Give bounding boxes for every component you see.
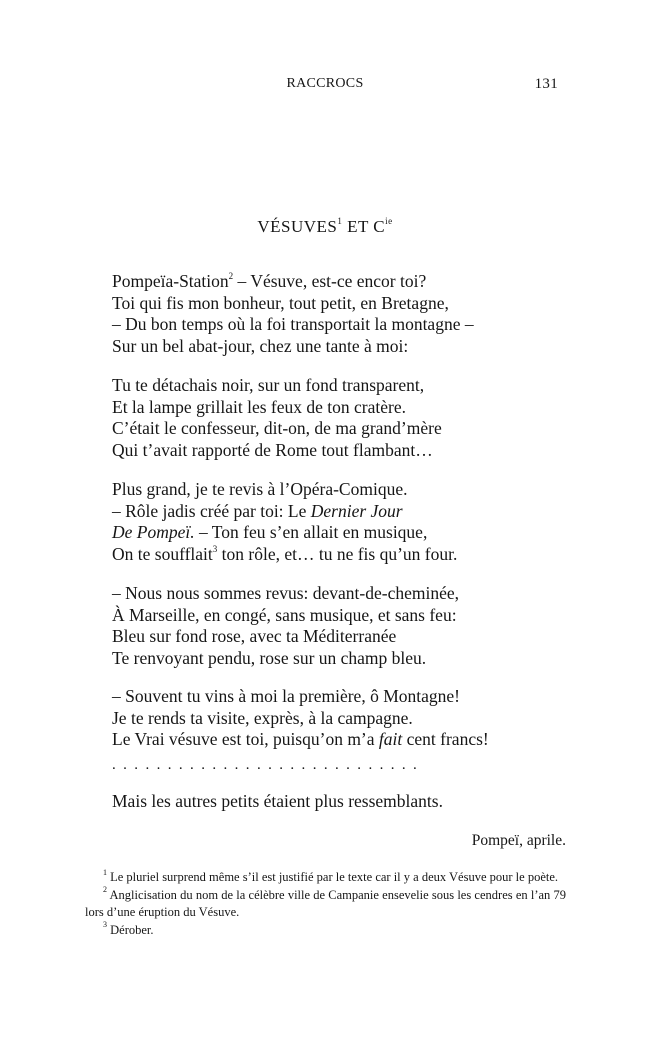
stanza-4 <box>112 583 459 669</box>
verse-text: Pompeïa-Station <box>112 271 229 291</box>
verse-text: – Rôle jadis créé par toi: Le <box>112 500 311 521</box>
verse-line <box>112 271 474 293</box>
footnote-ref-1[interactable]: 1 <box>337 216 343 227</box>
closing-line: Mais les autres petits étaient plus ressemblants. <box>112 791 443 811</box>
footnote-text: Le pluriel surprend même s’il est justifié par le texte car il y a deux Vésuve pour le poète. <box>107 870 559 884</box>
place-signature: Pompeï, aprile. <box>471 832 566 849</box>
verse-line: Tu te détachais noir, sur un fond transparent, <box>112 375 425 395</box>
footnote-1 <box>85 869 566 887</box>
running-title: RACCROCS <box>286 76 364 91</box>
stanza-1 <box>112 271 474 357</box>
footnote-text: Anglicisation du nom de la célèbre ville de Campanie ensevelie sous les cendres en l’an 79 lors d’une éruption du Vésuve. <box>85 887 566 919</box>
poem-title <box>0 217 650 237</box>
stanza-3 <box>112 479 457 565</box>
verse-line: À Marseille, en congé, sans musique, et sans feu: <box>112 604 457 625</box>
verse-line: Et la lampe grillait les feux de ton cratère. <box>112 396 406 417</box>
verse-line: C’était le confesseur, dit-on, de ma grand’mère <box>112 418 442 438</box>
verse-line <box>112 729 489 751</box>
poem-title-main: VÉSUVES <box>257 217 338 236</box>
footnote-mark: 2 <box>103 885 107 895</box>
footnote-ref-3[interactable]: 3 <box>212 543 218 554</box>
verse-text: – Vésuve, est-ce encor toi? <box>233 271 427 291</box>
verse-line: Plus grand, je te revis à l’Opéra-Comique. <box>112 479 408 499</box>
verse-text: ton rôle, et… tu ne fis qu’un four. <box>217 543 458 564</box>
footnote-2 <box>85 887 566 922</box>
verse-line: Te renvoyant pendu, rose sur un champ bleu. <box>112 647 427 668</box>
verse-text: – Ton feu s’en allait en musique, <box>194 522 428 542</box>
verse-line: – Souvent tu vins à moi la première, ô Montagne! <box>112 686 460 706</box>
verse-line <box>112 544 457 566</box>
verse-line <box>112 501 457 523</box>
footnote-ref-2[interactable]: 2 <box>228 271 234 282</box>
verse-line: – Du bon temps où la foi transportait la montagne – <box>112 314 474 334</box>
footnote-text: Dérober. <box>107 922 154 937</box>
verse-text: On te soufflait <box>112 543 213 564</box>
footnotes <box>85 869 566 939</box>
poem-title-suffix-sup: ie <box>385 216 393 227</box>
verse-text: Le Vrai vésuve est toi, puisqu’on m’a <box>112 729 379 749</box>
verse-line: Bleu sur fond rose, avec ta Méditerranée <box>112 626 397 646</box>
footnote-mark: 1 <box>103 867 107 877</box>
stanza-5 <box>112 686 489 751</box>
ellipsis-line: ............................ <box>112 757 425 773</box>
verse-line: Qui t’avait rapporté de Rome tout flambant… <box>112 439 433 460</box>
verse-line: – Nous nous sommes revus: devant-de-cheminée, <box>112 583 460 603</box>
stanza-2 <box>112 375 442 461</box>
verse-line: Je te rends ta visite, exprès, à la campagne. <box>112 707 413 728</box>
opera-title-italic: De Pompeï. <box>112 522 195 542</box>
verse-line: Sur un bel abat-jour, chez une tante à moi: <box>112 335 409 356</box>
emphasis-italic: fait <box>378 729 403 749</box>
running-head <box>0 76 650 96</box>
verse-text: cent francs! <box>402 729 489 749</box>
poem-title-suffix: ET C <box>342 217 386 236</box>
verse-line: Toi qui fis mon bonheur, tout petit, en Bretagne, <box>112 292 449 313</box>
footnote-3 <box>85 922 566 940</box>
page-number: 131 <box>534 76 558 92</box>
verse-line <box>112 522 457 544</box>
footnote-mark: 3 <box>103 920 107 930</box>
opera-title-italic: Dernier Jour <box>310 500 403 521</box>
